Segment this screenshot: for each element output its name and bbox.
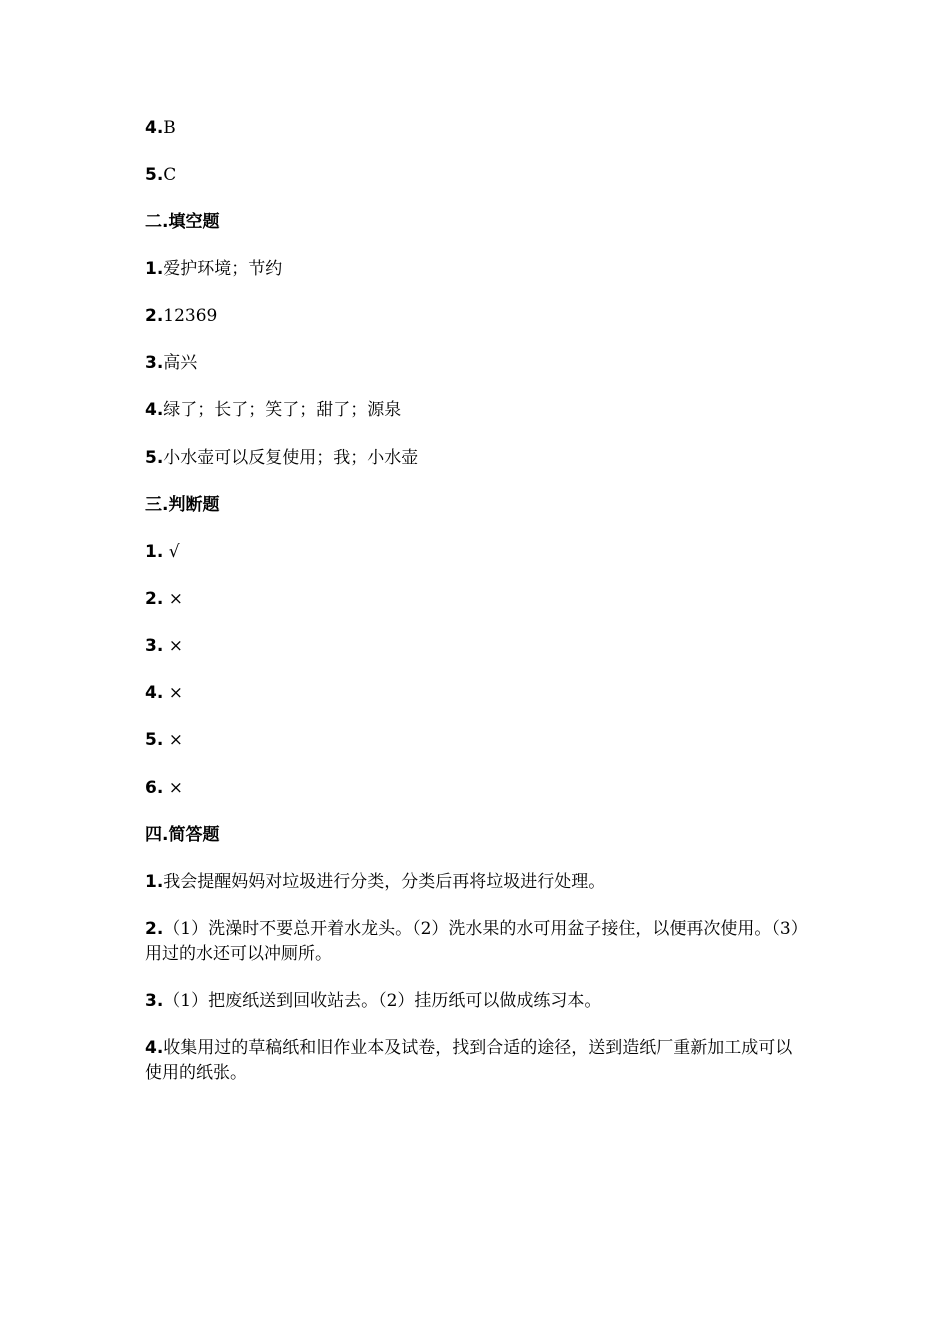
answer-text: 我会提醒妈妈对垃圾进行分类，分类后再将垃圾进行处理。	[163, 872, 606, 892]
answer-number: 2.	[145, 589, 164, 609]
answer-number: 5.	[145, 165, 164, 185]
choice-answer-4	[145, 116, 176, 140]
fill-answer-4	[145, 398, 401, 422]
answer-number: 4.	[145, 683, 164, 703]
answer-number: 1.	[145, 542, 164, 562]
answer-number: 3.	[145, 636, 164, 656]
fill-answer-5	[145, 446, 418, 470]
answer-text: 小水壶可以反复使用；我；小水壶	[163, 448, 419, 468]
fill-answer-1	[145, 257, 282, 281]
answer-text: ×	[168, 730, 183, 750]
short-answer-1	[145, 870, 805, 895]
answer-text: 收集用过的草稿纸和旧作业本及试卷，找到合适的途径，送到造纸厂重新加工成可以使用的纸张。	[145, 1038, 793, 1083]
answer-text: 12369	[163, 306, 218, 326]
fill-answer-2	[145, 304, 217, 328]
answer-number: 5.	[145, 448, 164, 468]
answer-text: √	[168, 542, 180, 562]
judge-answer-2	[145, 587, 183, 611]
answer-text: 绿了；长了；笑了；甜了；源泉	[163, 400, 402, 420]
answer-number: 2.	[145, 919, 164, 939]
short-answer-2	[145, 917, 805, 967]
answer-number: 4.	[145, 400, 164, 420]
section-title-true-false: 三.判断题	[145, 495, 220, 515]
answer-text: ×	[168, 589, 183, 609]
judge-answer-6	[145, 776, 183, 800]
answer-text: 爱护环境；节约	[163, 259, 283, 279]
answer-text: ×	[168, 683, 183, 703]
section-title-fill-blank: 二.填空题	[145, 212, 220, 232]
answer-text: ×	[168, 636, 183, 656]
answer-number: 6.	[145, 778, 164, 798]
choice-answer-5	[145, 163, 176, 187]
answer-text: ×	[168, 778, 183, 798]
answer-text: B	[163, 118, 176, 138]
answer-text: 高兴	[163, 353, 198, 373]
answer-number: 3.	[145, 991, 164, 1011]
answer-number: 5.	[145, 730, 164, 750]
judge-answer-4	[145, 681, 183, 705]
judge-answer-1	[145, 540, 180, 564]
answer-number: 1.	[145, 259, 164, 279]
judge-answer-3	[145, 634, 183, 658]
answer-number: 1.	[145, 872, 164, 892]
section-title-short-answer: 四.简答题	[145, 825, 220, 845]
fill-answer-3	[145, 351, 197, 375]
judge-answer-5	[145, 728, 183, 752]
answer-text: （1）洗澡时不要总开着水龙头。（2）洗水果的水可用盆子接住，以便再次使用。（3）用过的水还可以冲厕所。	[145, 919, 800, 964]
answer-text: （1）把废纸送到回收站去。（2）挂历纸可以做成练习本。	[163, 991, 602, 1011]
answer-number: 4.	[145, 118, 164, 138]
answer-text: C	[163, 165, 177, 185]
answer-number: 3.	[145, 353, 164, 373]
answer-number: 2.	[145, 306, 164, 326]
short-answer-3	[145, 989, 805, 1014]
answer-number: 4.	[145, 1038, 164, 1058]
short-answer-4	[145, 1036, 805, 1086]
